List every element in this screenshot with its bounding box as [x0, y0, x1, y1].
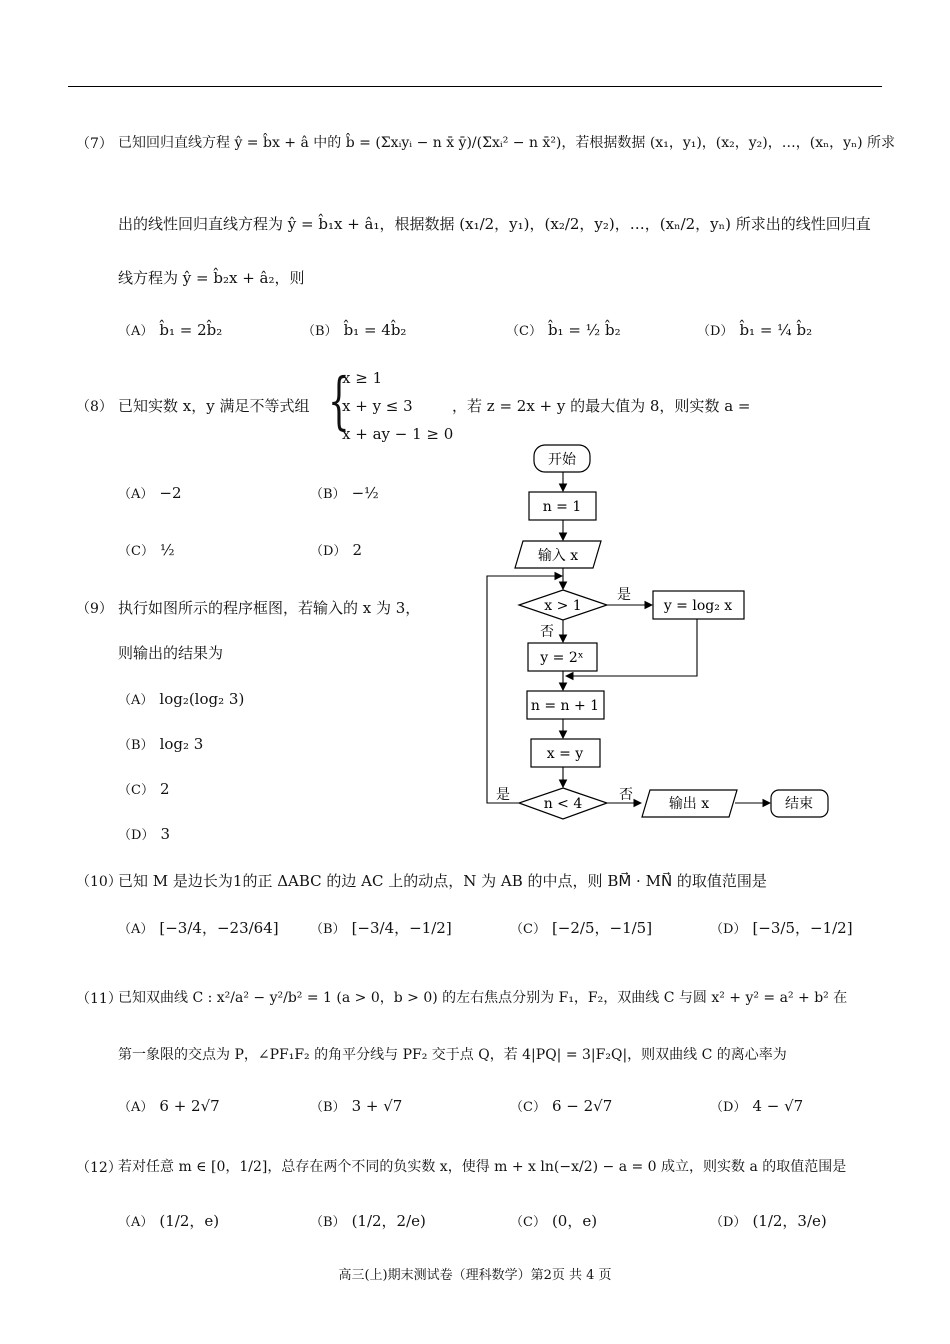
no-branch-label: y = 2ˣ: [540, 650, 584, 666]
increment-label: n = n + 1: [530, 698, 600, 714]
question-12-option-d: （D） (1/2，3/e): [710, 1212, 827, 1230]
question-8-option-d: （D） 2: [310, 541, 362, 559]
yes-1-label: 是: [617, 587, 631, 603]
output-label: 输出 x: [668, 796, 710, 812]
end-label: 结束: [785, 796, 813, 812]
question-7-number: （7）: [76, 136, 113, 152]
question-9-option-a: （A） log₂(log₂ 3): [118, 690, 245, 708]
question-8-option-c: （C） ½: [118, 541, 175, 559]
question-10-option-c: （C） [−2/5，−1/5]: [510, 919, 653, 937]
question-9-option-c: （C） 2: [118, 780, 170, 798]
assign-label: x = y: [546, 746, 584, 762]
question-11-option-d: （D） 4 − √7: [710, 1097, 804, 1115]
question-11-option-c: （C） 6 − 2√7: [510, 1097, 613, 1115]
question-10-number: （10）: [76, 874, 122, 890]
question-8-number: （8）: [76, 399, 113, 415]
inequality-brace: {: [328, 364, 350, 437]
inequality-2: x + y ≤ 3: [342, 397, 413, 415]
question-7-line-3: 线方程为 ŷ = b̂₂x + â₂，则: [118, 269, 305, 287]
input-box: [515, 541, 601, 568]
question-7-option-a: （A） b̂₁ = 2b̂₂: [118, 321, 223, 339]
inequality-1: x ≥ 1: [342, 369, 383, 387]
question-9-line-1: 执行如图所示的程序框图，若输入的 x 为 3，: [118, 599, 421, 617]
assign-box: [531, 739, 600, 767]
condition-1-label: x > 1: [544, 598, 582, 614]
question-9-line-2: 则输出的结果为: [118, 644, 224, 662]
question-8-option-b: （B） −½: [310, 484, 379, 502]
page-footer: 高三(上)期末测试卷（理科数学）第2页 共 4 页: [338, 1268, 612, 1283]
question-7-option-b: （B） b̂₁ = 4b̂₂: [302, 321, 407, 339]
question-7-option-c: （C） b̂₁ = ½ b̂₂: [506, 321, 621, 339]
condition-2-label: n < 4: [543, 796, 583, 812]
yes-branch-box: [653, 591, 744, 619]
question-9-option-d: （D） 3: [118, 825, 170, 843]
question-10-option-b: （B） [−3/4，−1/2]: [310, 919, 452, 937]
question-12-line-1: 若对任意 m ∈ [0，1/2]，总存在两个不同的负实数 x，使得 m + x ln(−x/2) − a = 0 成立，则实数 a 的取值范围是: [118, 1159, 847, 1175]
question-12-option-a: （A） (1/2，e): [118, 1212, 220, 1230]
question-10-option-a: （A） [−3/4，−23/64]: [118, 919, 279, 937]
input-label: 输入 x: [537, 548, 579, 564]
no-2-label: 否: [619, 787, 633, 803]
question-9-number: （9）: [76, 601, 113, 617]
question-7-line-2: 出的线性回归直线方程为 ŷ = b̂₁x + â₁，根据数据 (x₁/2，y₁)，(x₂/2，y₂)，…，(xₙ/2，yₙ) 所求出的线性回归直: [118, 215, 871, 233]
start-label: 开始: [548, 452, 576, 468]
init-label: n = 1: [542, 499, 582, 515]
init-box: [529, 492, 596, 520]
question-11-number: （11）: [76, 991, 122, 1007]
no-branch-box: [528, 643, 597, 671]
condition-2-diamond: [519, 788, 607, 819]
question-12-option-b: （B） (1/2，2/e): [310, 1212, 426, 1230]
question-8-condition: ，若 z = 2x + y 的最大值为 8，则实数 a =: [452, 397, 751, 415]
yes-2-label: 是: [496, 787, 510, 803]
question-12-option-c: （C） (0，e): [510, 1212, 598, 1230]
question-10-line-1: 已知 M 是边长为1的正 ΔABC 的边 AC 上的动点，N 为 AB 的中点，则 BM⃗ · MN⃗ 的取值范围是: [118, 872, 767, 890]
question-11-line-1: 已知双曲线 C : x²/a² − y²/b² = 1 (a > 0，b > 0) 的左右焦点分别为 F₁，F₂，双曲线 C 与圆 x² + y² = a² + b² 在: [118, 990, 848, 1006]
question-11-option-a: （A） 6 + 2√7: [118, 1097, 220, 1115]
question-7-line-1: 已知回归直线方程 ŷ = b̂x + â 中的 b̂ = (Σxᵢyᵢ − n x̄ ȳ)/(Σxᵢ² − n x̄²)，若根据数据 (x₁，y₁)，(x₂，y₂)，…，(xₙ，yₙ) 所求: [118, 135, 896, 151]
end-node: [771, 790, 828, 817]
question-8-option-a: （A） −2: [118, 484, 182, 502]
question-12-number: （12）: [76, 1160, 122, 1176]
output-box: [642, 790, 737, 817]
question-11-option-b: （B） 3 + √7: [310, 1097, 403, 1115]
no-1-label: 否: [540, 624, 554, 640]
increment-box: [527, 691, 604, 719]
header-rule: [68, 86, 882, 87]
question-8-stem: 已知实数 x，y 满足不等式组: [118, 397, 310, 415]
question-10-option-d: （D） [−3/5，−1/2]: [710, 919, 853, 937]
start-node: [534, 445, 590, 472]
yes-branch-label: y = log₂ x: [663, 598, 733, 614]
question-11-line-2: 第一象限的交点为 P，∠PF₁F₂ 的角平分线与 PF₂ 交于点 Q，若 4|PQ| = 3|F₂Q|，则双曲线 C 的离心率为: [118, 1047, 787, 1063]
question-7-option-d: （D） b̂₁ = ¼ b̂₂: [697, 321, 813, 339]
question-9-option-b: （B） log₂ 3: [118, 735, 204, 753]
inequality-3: x + ay − 1 ≥ 0: [342, 425, 454, 443]
condition-1-diamond: [519, 590, 607, 620]
